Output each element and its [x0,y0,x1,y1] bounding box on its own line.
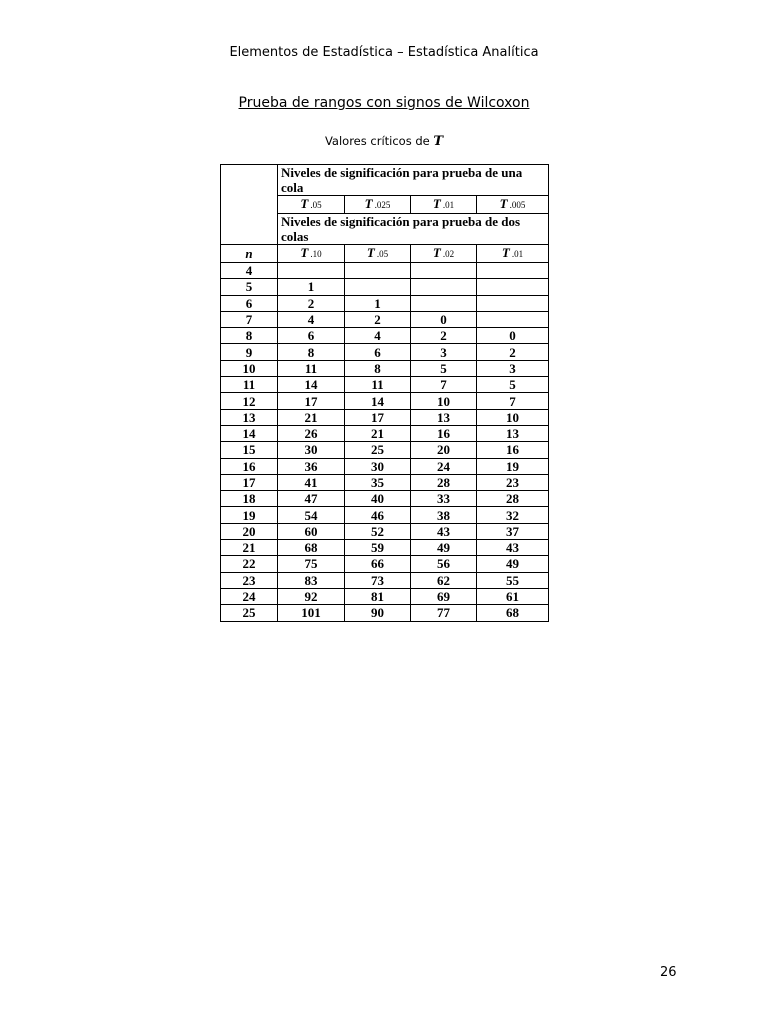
two-tail-levels-row [221,245,549,263]
t-symbol: T [432,196,441,211]
n-value-cell: 8 [221,328,278,344]
table-row [221,295,549,311]
one-tail-heading: Niveles de significación para prueba de una cola [278,165,549,196]
t-symbol: T [501,245,510,260]
critical-value-cell: 5 [411,360,477,376]
critical-value-cell: 2 [278,295,345,311]
table-row [221,474,549,490]
critical-value-cell: 17 [278,393,345,409]
table-row [221,311,549,327]
critical-value-cell: 35 [345,474,411,490]
critical-value-cell: 4 [345,328,411,344]
n-value-cell: 5 [221,279,278,295]
one-tail-level-cell [278,196,345,214]
critical-value-cell [411,263,477,279]
critical-value-cell: 16 [411,425,477,441]
critical-value-cell: 62 [411,572,477,588]
critical-value-cell: 17 [345,409,411,425]
critical-value-cell: 0 [477,328,549,344]
critical-value-cell: 52 [345,523,411,539]
table-row [221,605,549,621]
table-row [221,344,549,360]
critical-value-cell: 7 [411,377,477,393]
critical-value-cell: 25 [345,442,411,458]
critical-value-cell: 19 [477,458,549,474]
critical-value-cell: 38 [411,507,477,523]
critical-value-cell: 37 [477,523,549,539]
critical-value-cell: 1 [278,279,345,295]
n-value-cell: 9 [221,344,278,360]
critical-value-cell: 49 [411,540,477,556]
table-row [221,540,549,556]
table-row [221,263,549,279]
critical-value-cell [345,263,411,279]
table-row [221,556,549,572]
table-row [221,360,549,376]
table-row [221,442,549,458]
critical-value-cell: 46 [345,507,411,523]
critical-value-cell: 32 [477,507,549,523]
critical-value-cell: 90 [345,605,411,621]
critical-value-cell: 56 [411,556,477,572]
table-row [221,377,549,393]
page-number: 26 [660,965,677,980]
table-row [221,458,549,474]
one-tail-level-cell [345,196,411,214]
page-title: Prueba de rangos con signos de Wilcoxon [238,95,530,111]
critical-value-cell: 92 [278,588,345,604]
critical-value-cell: 28 [477,491,549,507]
n-value-cell: 10 [221,360,278,376]
critical-value-cell [477,263,549,279]
one-tail-heading-row [221,165,549,196]
table-row [221,409,549,425]
level-value: .02 [442,249,455,259]
caption-symbol: T [433,134,444,149]
n-value-cell: 23 [221,572,278,588]
critical-value-cell: 47 [278,491,345,507]
critical-value-cell: 30 [278,442,345,458]
n-value-cell: 16 [221,458,278,474]
critical-value-cell: 11 [278,360,345,376]
n-value-cell: 20 [221,523,278,539]
critical-value-cell: 73 [345,572,411,588]
table-row [221,491,549,507]
n-value-cell: 18 [221,491,278,507]
critical-value-cell: 4 [278,311,345,327]
critical-value-cell [411,295,477,311]
table-row [221,507,549,523]
critical-value-cell [278,263,345,279]
critical-value-cell [411,279,477,295]
critical-value-cell: 101 [278,605,345,621]
critical-value-cell: 68 [477,605,549,621]
one-tail-level-cell [477,196,549,214]
n-value-cell: 15 [221,442,278,458]
critical-value-cell: 3 [411,344,477,360]
two-tail-heading: Niveles de significación para prueba de dos colas [278,214,549,245]
n-value-cell: 6 [221,295,278,311]
n-value-cell: 19 [221,507,278,523]
critical-value-cell: 26 [278,425,345,441]
table-row [221,572,549,588]
critical-value-cell: 40 [345,491,411,507]
n-value-cell: 11 [221,377,278,393]
table-row [221,393,549,409]
critical-value-cell: 20 [411,442,477,458]
table-row [221,279,549,295]
critical-value-cell [477,311,549,327]
level-value: .05 [310,200,322,210]
critical-value-cell [477,279,549,295]
critical-value-cell: 43 [411,523,477,539]
table-caption [0,134,768,149]
two-tail-level-cell [411,245,477,263]
critical-value-cell: 2 [411,328,477,344]
critical-value-cell: 61 [477,588,549,604]
critical-value-cell: 30 [345,458,411,474]
critical-value-cell: 13 [411,409,477,425]
critical-value-cell: 5 [477,377,549,393]
t-symbol: T [364,196,373,211]
critical-value-cell: 60 [278,523,345,539]
one-tail-level-cell [411,196,477,214]
table-row [221,523,549,539]
critical-value-cell: 81 [345,588,411,604]
critical-value-cell: 13 [477,425,549,441]
t-symbol: T [499,196,508,211]
critical-value-cell: 21 [345,425,411,441]
corner-cell [221,165,278,245]
critical-value-cell: 1 [345,295,411,311]
critical-value-cell: 2 [345,311,411,327]
n-column-header: n [221,245,278,263]
critical-value-cell: 21 [278,409,345,425]
critical-value-cell: 10 [411,393,477,409]
t-symbol: T [300,196,309,211]
critical-value-cell: 8 [278,344,345,360]
n-value-cell: 24 [221,588,278,604]
critical-value-cell: 11 [345,377,411,393]
critical-value-cell: 24 [411,458,477,474]
two-tail-level-cell [477,245,549,263]
n-value-cell: 25 [221,605,278,621]
critical-value-cell: 33 [411,491,477,507]
critical-value-cell: 6 [345,344,411,360]
critical-values-table [220,164,549,622]
critical-value-cell: 49 [477,556,549,572]
n-value-cell: 21 [221,540,278,556]
critical-value-cell: 75 [278,556,345,572]
critical-value-cell: 55 [477,572,549,588]
n-value-cell: 12 [221,393,278,409]
critical-value-cell [477,295,549,311]
level-value: .005 [509,200,526,210]
n-value-cell: 14 [221,425,278,441]
table-row [221,425,549,441]
level-value: .05 [376,249,389,259]
critical-value-cell: 43 [477,540,549,556]
n-value-cell: 22 [221,556,278,572]
critical-value-cell: 77 [411,605,477,621]
level-value: .01 [511,249,524,259]
n-value-cell: 4 [221,263,278,279]
n-value-cell: 7 [221,311,278,327]
document-header: Elementos de Estadística – Estadística Analítica [229,45,539,60]
critical-value-cell: 41 [278,474,345,490]
critical-value-cell: 8 [345,360,411,376]
level-value: .01 [442,200,455,210]
table-row [221,588,549,604]
critical-value-cell: 69 [411,588,477,604]
critical-value-cell: 66 [345,556,411,572]
level-value: .10 [310,249,322,259]
two-tail-level-cell [345,245,411,263]
t-symbol: T [432,245,441,260]
critical-value-cell: 7 [477,393,549,409]
table-row [221,328,549,344]
critical-value-cell: 28 [411,474,477,490]
critical-value-cell: 68 [278,540,345,556]
critical-value-cell: 6 [278,328,345,344]
critical-value-cell: 59 [345,540,411,556]
critical-value-cell: 14 [345,393,411,409]
n-value-cell: 13 [221,409,278,425]
two-tail-level-cell [278,245,345,263]
critical-value-cell: 83 [278,572,345,588]
critical-value-cell [345,279,411,295]
caption-text: Valores críticos de [324,134,430,148]
n-value-cell: 17 [221,474,278,490]
t-symbol: T [300,245,309,260]
critical-value-cell: 14 [278,377,345,393]
critical-value-cell: 23 [477,474,549,490]
critical-value-cell: 2 [477,344,549,360]
critical-value-cell: 54 [278,507,345,523]
critical-value-cell: 3 [477,360,549,376]
critical-value-cell: 0 [411,311,477,327]
critical-value-cell: 10 [477,409,549,425]
t-symbol: T [366,245,375,260]
table-body [221,165,549,622]
critical-value-cell: 36 [278,458,345,474]
critical-value-cell: 16 [477,442,549,458]
level-value: .025 [374,200,391,210]
